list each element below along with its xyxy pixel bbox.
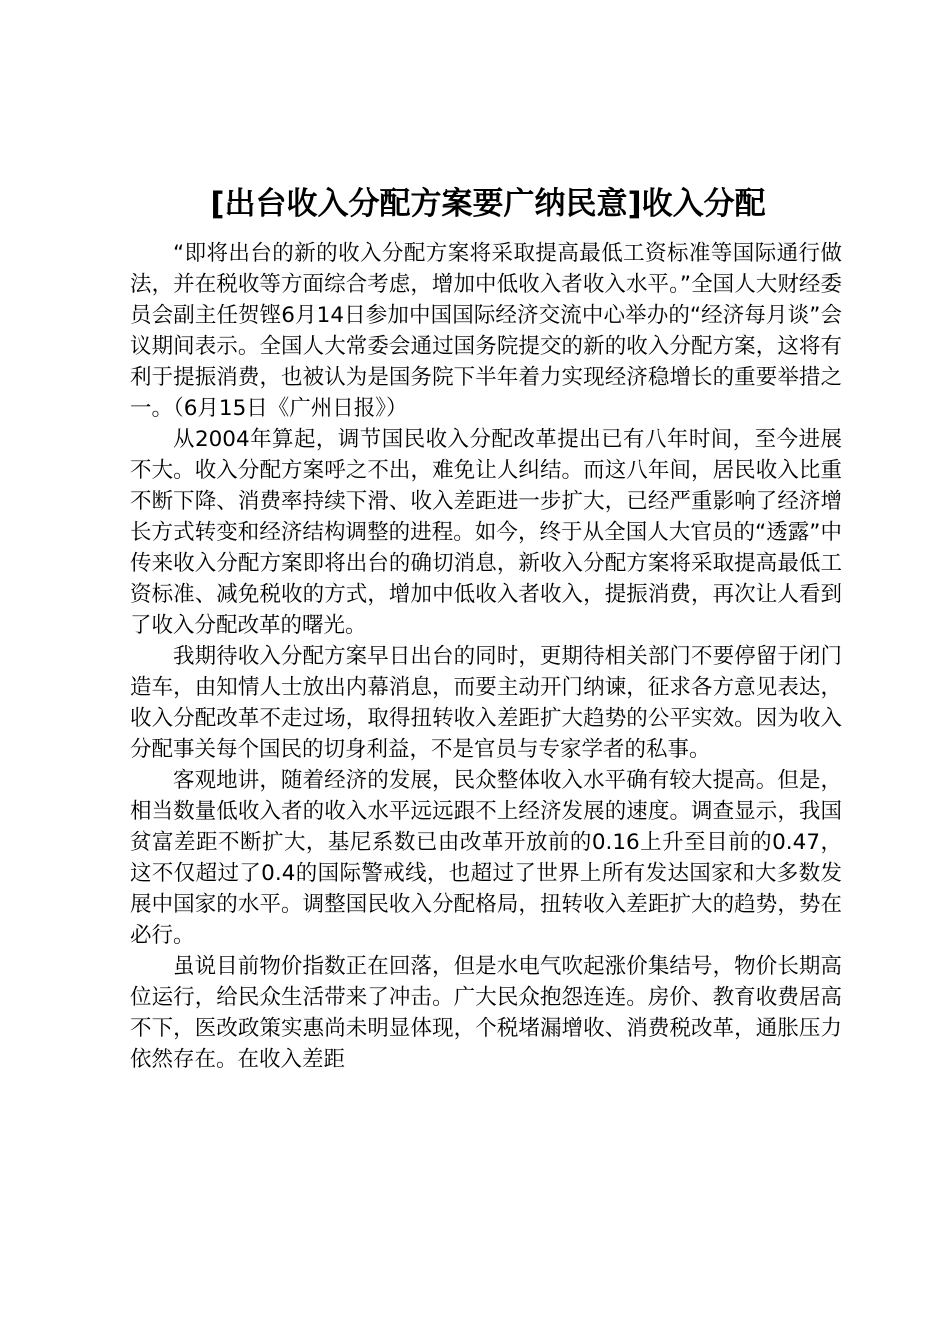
paragraph-4: 客观地讲，随着经济的发展，民众整体收入水平确有较大提高。但是，相当数量低收入者的收入水平远远跟不上经济发展的速度。调查显示，我国贫富差距不断扩大，基尼系数已由改革开放前的0.16上升至目前的0.47，这不仅超过了0.4的国际警戒线，也超过了世界上所有发达国家和大多数发展中国家的水平。调整国民收入分配格局，扭转收入差距扩大的趋势，势在必行。 [130,768,842,948]
paragraph-1: “即将出台的新的收入分配方案将采取提高最低工资标准等国际通行做法，并在税收等方面综合考虑，增加中低收入者收入水平。”全国人大财经委员会副主任贺铿6月14日参加中国国际经济交流中心举办的“经济每月谈”会议期间表示。全国人大常委会通过国务院提交的新的收入分配方案，这将有利于提振消费，也被认为是国务院下半年着力实现经济稳增长的重要举措之一。（6月15日《广州日报》） [130,241,842,421]
document-title: [出台收入分配方案要广纳民意]收入分配 [210,186,766,222]
paragraph-3: 我期待收入分配方案早日出台的同时，更期待相关部门不要停留于闭门造车，由知情人士放出内幕消息，而要主动开门纳谏，征求各方意见表达，收入分配改革不走过场，取得扭转收入差距扩大趋势的公平实效。因为收入分配事关每个国民的切身利益，不是官员与专家学者的私事。 [130,644,842,762]
paragraph-2: 从2004年算起，调节国民收入分配改革提出已有八年时间，至今进展不大。收入分配方案呼之不出，难免让人纠结。而这八年间，居民收入比重不断下降、消费率持续下滑、收入差距进一步扩大，已经严重影响了经济增长方式转变和经济结构调整的进程。如今，终于从全国人大官员的“透露”中传来收入分配方案即将出台的确切消息，新收入分配方案将采取提高最低工资标准、减免税收的方式，增加中低收入者收入，提振消费，再次让人看到了收入分配改革的曙光。 [130,427,842,638]
document-page [130,178,842,1075]
paragraph-5: 虽说目前物价指数正在回落，但是水电气吹起涨价集结号，物价长期高位运行，给民众生活带来了冲击。广大民众抱怨连连。房价、教育收费居高不下，医改政策实惠尚未明显体现，个税堵漏增收、消费税改革，通胀压力依然存在。在收入差距 [130,954,842,1072]
